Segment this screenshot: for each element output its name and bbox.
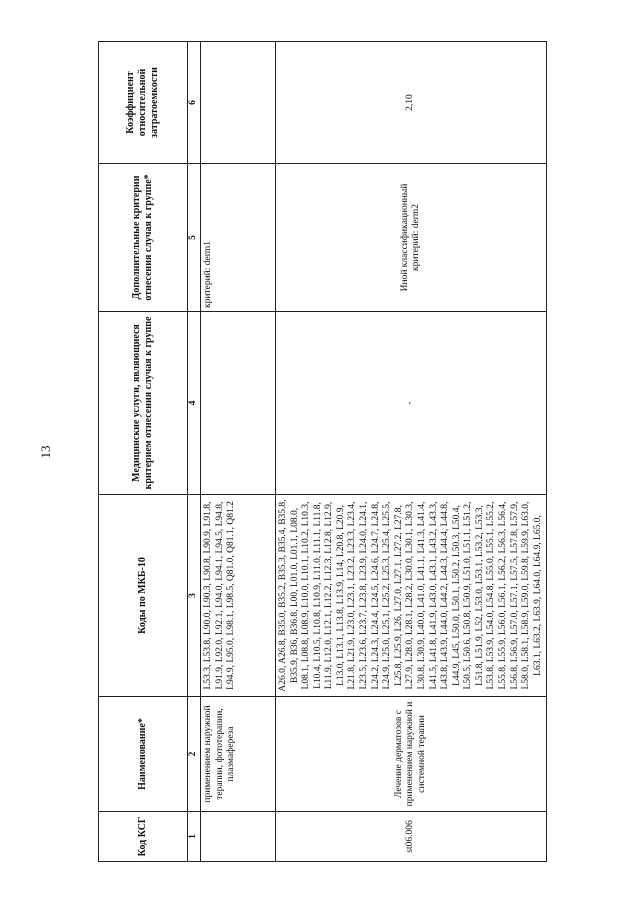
extra-criteria-cell: критерий: derm1 (201, 164, 276, 312)
header-cell: Код КСГ (99, 812, 188, 862)
name-cell: применением наружной терапии, фототерапии, плазмафереза (201, 697, 276, 812)
ksg-code-cell: st06.006 (276, 812, 547, 862)
ksg-table (98, 41, 547, 862)
column-number: 1 (188, 812, 201, 862)
header-cell: Коэффициент относительной затратоемкости (99, 42, 188, 164)
table-row (276, 42, 547, 862)
header-cell: Дополнительные критерии отнесения случая к группе* (99, 164, 188, 312)
icd-codes-cell: A26.0, A26.8, B35.0, B35.2, B35.3, B35.4, B35.8, B35.9, B36, B36.8, L00, L01.0, L01.1, L08.0, L08.1, L08.8, L08.9, L10.0, L10.1, L10.2, L10.3, L10.4, L10.5, L10.8, L10.9, L11.0, L11.1, L11.8, L11.9, L12.0, L12.1, L12.2, L12.3, L12.8, L12.9, L13.0, L13.1, L13.8, L13.9, L14, L20.8, L20.9, L21.8, L21.9, L23.0, L23.1, L23.2, L23.3, L23.4, L23.5, L23.6, L23.7, L23.8, L23.9, L24.0, L24.1, L24.2, L24.3, L24.4, L24.5, L24.6, L24.7, L24.8, L24.9, L25.0, L25.1, L25.2, L25.3, L25.4, L25.5, L25.8, L25.9, L26, L27.0, L27.1, L27.2, L27.8, L27.9, L28.0, L28.1, L28.2, L30.0, L30.1, L30.3, L30.8, L30.9, L40.0, L41.0, L41.1, L41.3, L41.4, L41.5, L41.8, L41.9, L43.0, L43.1, L43.2, L43.3, L43.8, L43.9, L44.0, L44.2, L44.3, L44.4, L44.8, L44.9, L45, L50.0, L50.1, L50.2, L50.3, L50.4, L50.5, L50.6, L50.8, L50.9, L51.0, L51.1, L51.2, L51.8, L51.9, L52, L53.0, L53.1, L53.2, L53.3, L53.8, L53.9, L54.0, L54.8, L55.0, L55.1, L55.2, L55.8, L55.9, L56.0, L56.1, L56.2, L56.3, L56.4, L56.8, L56.9, L57.0, L57.1, L57.5, L57.8, L57.9, L58.0, L58.1, L58.9, L59.0, L59.8, L59.9, L63.0, L63.1, L63.2, L63.9, L64.0, L64.9, L65.0, (276, 495, 547, 697)
column-number: 3 (188, 495, 201, 697)
header-cell: Медицинские услуги, являющиеся критерием отнесения случая к группе (99, 312, 188, 495)
table-header-row (99, 42, 188, 862)
services-cell: - (276, 312, 547, 495)
coefficient-cell (201, 42, 276, 164)
services-cell (201, 312, 276, 495)
column-number: 5 (188, 164, 201, 312)
extra-criteria-cell: Иной классификационный критерий: derm2 (276, 164, 547, 312)
ksg-code-cell (201, 812, 276, 862)
table-row (201, 42, 276, 862)
column-number: 4 (188, 312, 201, 495)
icd-codes-cell: L53.3, L53.8, L90.0, L90.3, L90.8, L90.9, L91.8, L91.9, L92.0, L92.1, L94.0, L94.1, L94.5, L94.8, L94.9, L95.0, L98.1, L98.5, Q81.0, Q81.1, Q81.2 (201, 495, 276, 697)
header-cell: Коды по МКБ-10 (99, 495, 188, 697)
column-number-row (188, 42, 201, 862)
header-cell: Наименование* (99, 697, 188, 812)
name-cell: Лечение дерматозов с применением наружной и системной терапии (276, 697, 547, 812)
column-number: 2 (188, 697, 201, 812)
column-number: 6 (188, 42, 201, 164)
page-number: 13 (38, 445, 53, 459)
rotated-page (98, 42, 543, 862)
coefficient-cell: 2,10 (276, 42, 547, 164)
